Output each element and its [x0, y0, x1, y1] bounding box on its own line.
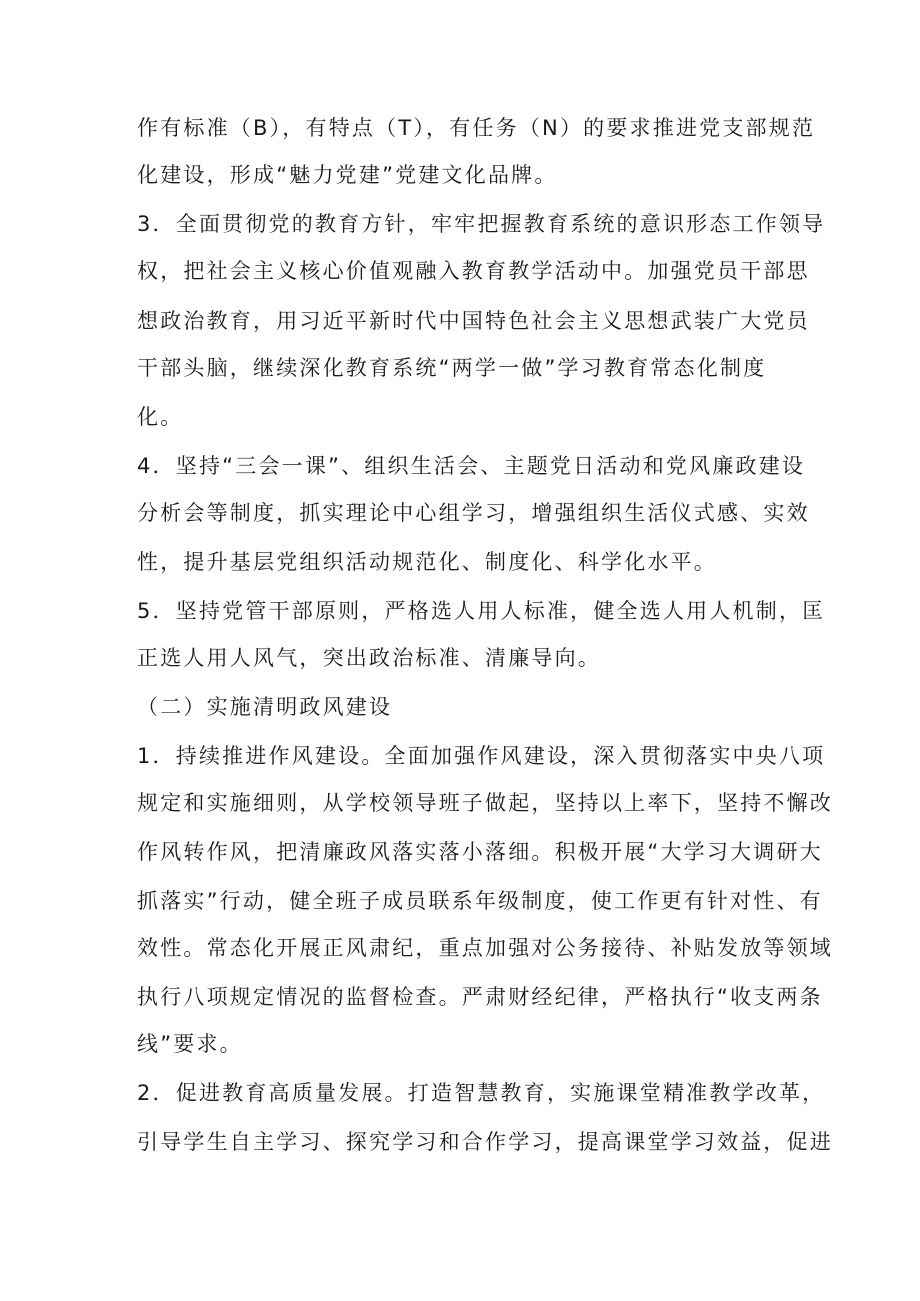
text-line: 线”要求。 — [137, 1032, 243, 1056]
text-line: 作有标准（B），有特点（T），有任务（N）的要求推进党支部规范 — [137, 116, 816, 140]
text-line: 干部头脑，继续深化教育系统“两学一做”学习教育常态化制度 — [137, 356, 767, 380]
text-line: 2．促进教育高质量发展。打造智慧教育，实施课堂精准教学改革， — [137, 1081, 826, 1105]
text-line: 执行八项规定情况的监督检查。严肃财经纪律，严格执行“收支两条 — [137, 985, 823, 1009]
text-line: 4．坚持“三会一课”、组织生活会、主题党日活动和党风廉政建设 — [137, 454, 806, 478]
text-line: 1．持续推进作风建设。全面加强作风建设，深入贯彻落实中央八项 — [137, 744, 826, 768]
text-line: 规定和实施细则，从学校领导班子做起，坚持以上率下，坚持不懈改 — [137, 791, 833, 815]
text-line: 化建设，形成“魅力党建”党建文化品牌。 — [137, 163, 558, 187]
text-line: 引导学生自主学习、探究学习和合作学习，提高课堂学习效益，促进 — [137, 1130, 833, 1154]
text-line: 3．全面贯彻党的教育方针，牢牢把握教育系统的意识形态工作领导 — [137, 212, 826, 236]
text-line: 抓落实”行动，健全班子成员联系年级制度，使工作更有针对性、有 — [137, 889, 823, 913]
text-line: 性，提升基层党组织活动规范化、制度化、科学化水平。 — [137, 550, 717, 574]
section-heading: （二）实施清明政风建设 — [137, 695, 393, 719]
text-line: 分析会等制度，抓实理论中心组学习，增强组织生活仪式感、实效 — [137, 501, 810, 525]
text-line: 权，把社会主义核心价值观融入教育教学活动中。加强党员干部思 — [137, 259, 810, 283]
text-line: 想政治教育，用习近平新时代中国特色社会主义思想武装广大党员 — [137, 309, 810, 333]
text-line: 5．坚持党管干部原则，严格选人用人标准，健全选人用人机制，匡 — [137, 599, 826, 623]
text-line: 化。 — [137, 405, 184, 429]
text-line: 效性。常态化开展正风肃纪，重点加强对公务接待、补贴发放等领域 — [137, 936, 833, 960]
text-line: 作风转作风，把清廉政风落实落小落细。积极开展“大学习大调研大 — [137, 840, 823, 864]
text-line: 正选人用人风气，突出政治标准、清廉导向。 — [137, 646, 601, 670]
